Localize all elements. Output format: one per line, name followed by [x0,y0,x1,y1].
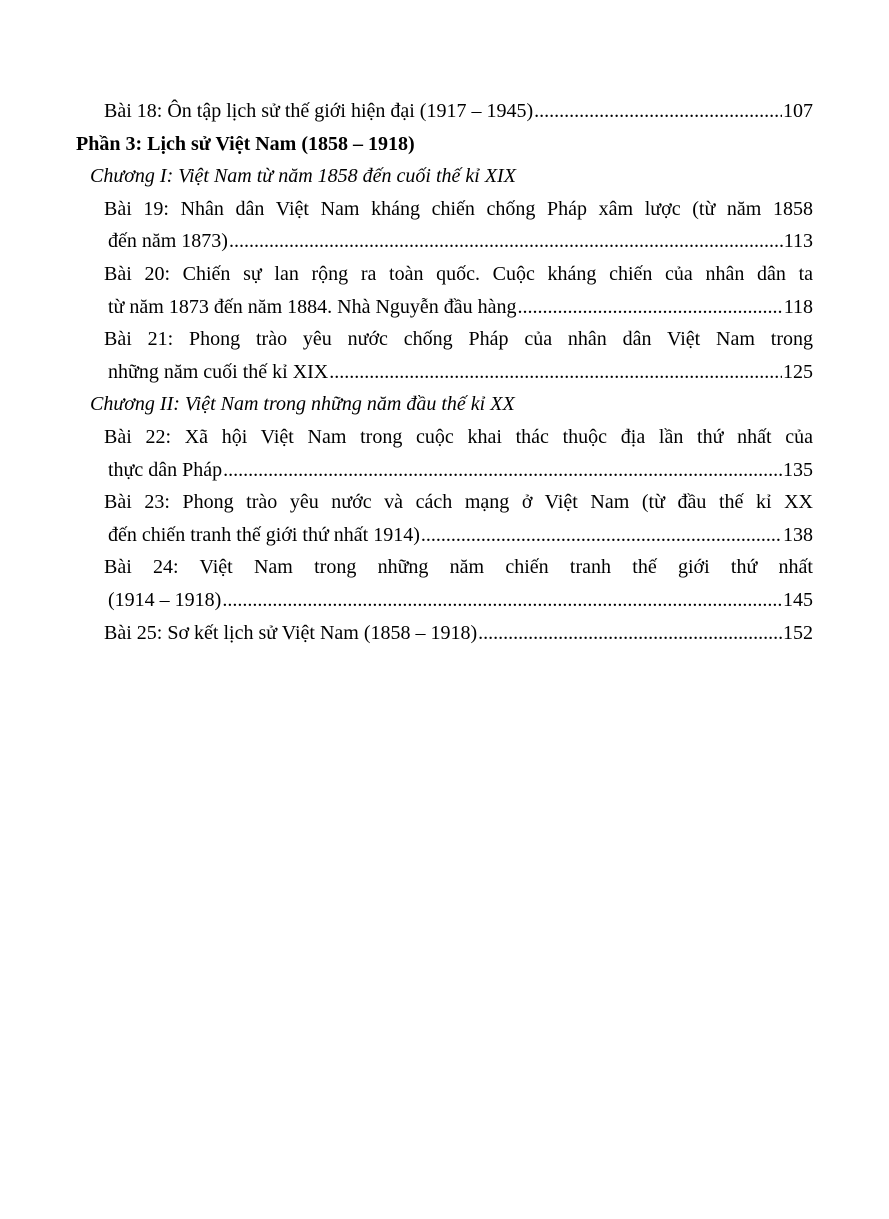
toc-entry-line [104,584,813,617]
toc-entry-page: 107 [783,100,813,122]
toc-entry-line [104,291,813,324]
toc-entry-page: 113 [783,230,813,253]
toc-entry-page: 118 [783,295,813,318]
chapter-heading-2: Chương II: Việt Nam trong những năm đầu thế kỉ XX [90,393,515,416]
toc-entry-title: từ năm 1873 đến năm 1884. Nhà Nguyễn đầu hàng [108,295,517,318]
chapter-heading-1: Chương I: Việt Nam từ năm 1858 đến cuối thế kỉ XIX [90,165,516,188]
toc-entry-line [104,225,813,258]
toc-entry-title: (1914 – 1918) [108,588,222,611]
dot-leader [478,617,782,650]
toc-entry-page: 135 [783,458,813,481]
dot-leader [222,584,782,617]
toc-entry-bai-22[interactable] [104,421,813,486]
toc-entry-first-line: Bài 22: Xã hội Việt Nam trong cuộc khai thác thuộc địa lần thứ nhất của [104,425,813,448]
toc-entry-title: đến chiến tranh thế giới thứ nhất 1914) [108,523,420,546]
toc-entry-bai-18[interactable] [104,95,813,128]
dot-leader [329,356,782,389]
dot-leader [223,454,782,487]
dot-leader [229,225,783,258]
toc-entry-title: Bài 18: Ôn tập lịch sử thế giới hiện đại (1917 – 1945) [104,100,534,122]
toc-entry-bai-25[interactable] [104,617,813,650]
toc-entry-line [104,95,813,128]
dot-leader [518,291,783,324]
toc-entry-page: 145 [783,588,813,611]
toc-entry-page: 125 [783,360,813,383]
toc-entry-line [104,519,813,552]
toc-entry-title: Bài 25: Sơ kết lịch sử Việt Nam (1858 – 1918) [104,621,478,644]
table-of-contents [76,95,813,649]
toc-entry-bai-24[interactable] [104,551,813,616]
toc-entry-title: đến năm 1873) [108,230,228,253]
toc-entry-title: những năm cuối thế kỉ XIX [108,360,329,383]
toc-entry-page: 152 [783,621,813,644]
toc-entry-first-line: Bài 20: Chiến sự lan rộng ra toàn quốc. Cuộc kháng chiến của nhân dân ta [104,262,813,285]
toc-entry-bai-23[interactable] [104,486,813,551]
toc-entry-first-line: Bài 24: Việt Nam trong những năm chiến tranh thế giới thứ nhất [104,556,813,579]
toc-entry-line [104,356,813,389]
toc-entry-first-line: Bài 23: Phong trào yêu nước và cách mạng ở Việt Nam (từ đầu thế kỉ XX [104,491,813,514]
toc-entry-first-line: Bài 19: Nhân dân Việt Nam kháng chiến chống Pháp xâm lược (từ năm 1858 [104,197,813,220]
toc-entry-bai-19[interactable] [104,193,813,258]
toc-entry-first-line: Bài 21: Phong trào yêu nước chống Pháp của nhân dân Việt Nam trong [104,328,813,351]
dot-leader [534,95,782,128]
toc-entry-line [104,617,813,650]
toc-entry-title: thực dân Pháp [108,458,223,481]
toc-entry-page: 138 [783,523,813,546]
toc-entry-line [104,454,813,487]
dot-leader [421,519,782,552]
toc-entry-bai-21[interactable] [104,323,813,388]
part-heading: Phần 3: Lịch sử Việt Nam (1858 – 1918) [76,132,415,155]
toc-entry-bai-20[interactable] [104,258,813,323]
